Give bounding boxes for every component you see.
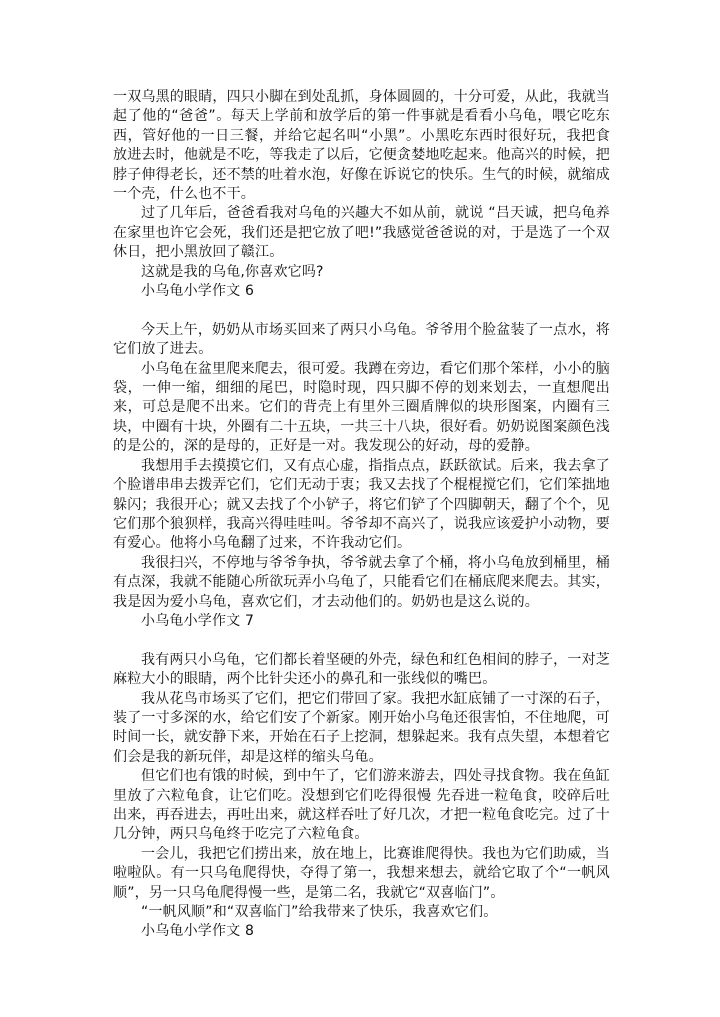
paragraph-intro-continued: 一双乌黑的眼睛，四只小脚在到处乱抓，身体圆圆的，十分可爱，从此，我就当起了他的“爸爸”。每天上学前和放学后的第一件事就是看看小乌龟，喂它吃东西，管好他的一日三餐，并给它起名叫“小黑”。小黑吃东西时很好玩，我把食放进去时，他就是不吃，等我走了以后，它便贪婪地吃起来。他高兴的时候，把脖子伸得老长，还不禁的吐着水泡，好像在诉说它的快乐。生气的时候，就缩成一个壳，什么也不干。 <box>113 89 610 203</box>
paragraph: 这就是我的乌龟,你喜欢它吗? <box>141 263 324 280</box>
paragraph: “一帆风顺”和“双喜临门”给我带来了快乐，我喜欢它们。 <box>141 904 498 921</box>
section-heading-6: 小乌龟小学作文 6 <box>141 283 255 300</box>
section-heading-8: 小乌龟小学作文 8 <box>141 923 255 940</box>
paragraph: 我很扫兴，不停地与爷爷争执，爷爷就去拿了个桶，将小乌龟放到桶里，桶有点深，我就不能随心所欲玩弄小乌龟了，只能看它们在桶底爬来爬去。其实，我是因为爱小乌龟，喜欢它们，才去动他们的。奶奶也是这么说的。 <box>113 554 610 610</box>
paragraph: 但它们也有饿的时候，到中午了，它们游来游去，四处寻找食物。我在鱼缸里放了六粒龟食，让它们吃。没想到它们吃得很慢 先吞进一粒龟食，咬碎后吐出来，再吞进去，再吐出来，就这样吞吐了好几次，才把一粒龟食吃完。过了十几分钟，两只乌龟终于吃完了六粒龟食。 <box>113 768 610 843</box>
section-heading-7: 小乌龟小学作文 7 <box>141 612 255 629</box>
paragraph: 小乌龟在盆里爬来爬去，很可爱。我蹲在旁边，看它们那个笨样，小小的脑袋，一伸一缩，细细的尾巴，时隐时现，四只脚不停的划来划去，一直想爬出来，可总是爬不出来。它们的背壳上有里外三圈盾牌似的块形图案，内圈有三块，中圈有十块，外圈有二十五块，一共三十八块，很好看。奶奶说图案颜色浅的是公的，深的是母的，正好是一对。我发现公的好动，母的爱静。 <box>113 360 610 455</box>
paragraph: 我有两只小乌龟，它们都长着坚硬的外壳，绿色和红色相间的脖子，一对芝麻粒大小的眼睛，两个比针尖还小的鼻孔和一张线似的嘴巴。 <box>113 651 610 688</box>
paragraph: 今天上午，奶奶从市场买回来了两只小乌龟。爷爷用个脸盆装了一点水，将它们放了进去。 <box>113 321 610 358</box>
paragraph: 我想用手去摸摸它们，又有点心虚，指指点点，跃跃欲试。后来，我去拿了个脸谱串串去拨弄它们，它们无动于衷；我又去找了个棍棍搅它们，它们笨拙地躲闪；我很开心；就又去找了个小铲子，将它们铲了个四脚朝天，翻了个个，见它们那个狼狈样，我高兴得哇哇叫。爷爷却不高兴了，说我应该爱护小动物，要有爱心。他将小乌龟翻了过来，不许我动它们。 <box>113 457 610 552</box>
paragraph: 我从花鸟市场买了它们，把它们带回了家。我把水缸底铺了一寸深的石子，装了一寸多深的水，给它们安了个新家。刚开始小乌龟还很害怕，不住地爬，可时间一长，就安静下来，开始在石子上挖洞，想躲起来。我有点失望，本想着它们会是我的新玩伴，却是这样的缩头乌龟。 <box>113 690 610 765</box>
paragraph: 过了几年后，爸爸看我对乌龟的兴趣大不如从前，就说 “吕天诚，把乌龟养在家里也许它会死，我们还是把它放了吧!”我感觉爸爸说的对，于是选了一个双休日，把小黑放回了赣江。 <box>113 205 610 261</box>
document-page <box>113 88 610 942</box>
paragraph: 一会儿，我把它们捞出来，放在地上，比赛谁爬得快。我也为它们助威，当啦啦队。有一只乌龟爬得快，夺得了第一，我想来想去，就给它取了个“一帆风顺”，另一只乌龟爬得慢一些，是第二名，我就它“双喜临门”。 <box>113 845 610 901</box>
